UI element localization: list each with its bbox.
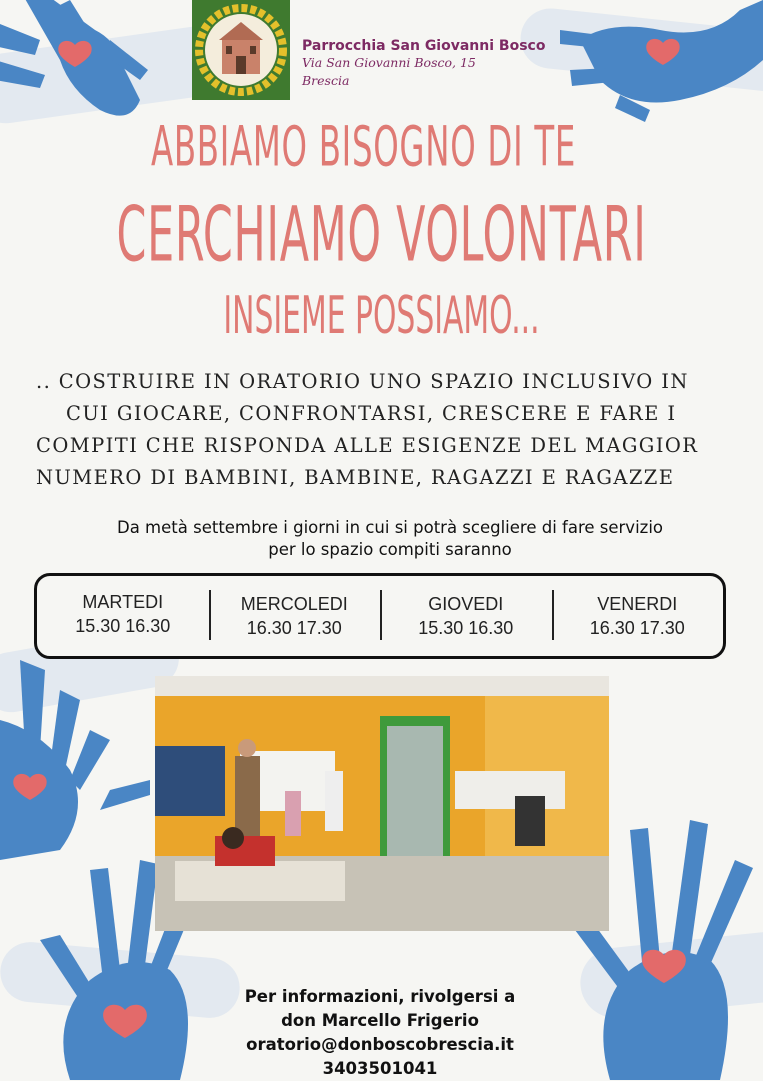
body-line: CUI GIOCARE, CONFRONTARSI, CRESCERE E FARE I — [66, 402, 677, 425]
schedule-day: GIOVEDI — [428, 594, 504, 614]
contact-email: oratorio@donboscobrescia.it — [246, 1035, 514, 1054]
intro-line: Da metà settembre i giorni in cui si potrà scegliere di fare servizio — [116, 518, 663, 537]
intro-line: per lo spazio compiti saranno — [268, 540, 512, 559]
parish-logo — [192, 0, 290, 100]
schedule-slot — [209, 576, 381, 656]
schedule-time: 16.30 17.30 — [246, 618, 342, 638]
contact-name: don Marcello Frigerio — [281, 1011, 479, 1030]
body-line: COMPITI CHE RISPONDA ALLE ESIGENZE DEL MAGGIOR — [36, 434, 699, 457]
parish-info — [302, 38, 545, 90]
schedule-slot — [552, 576, 724, 656]
schedule-day: MARTEDI — [82, 592, 164, 612]
contact-line: Per informazioni, rivolgersi a — [244, 987, 516, 1006]
parish-name: Parrocchia San Giovanni Bosco — [302, 38, 546, 54]
headline-line1: ABBIAMO BISOGNO DI TE — [150, 115, 577, 179]
parish-address: Via San Giovanni Bosco, 15 — [302, 55, 476, 70]
headline-line3: INSIEME POSSIAMO... — [223, 284, 540, 346]
schedule-time: 16.30 17.30 — [589, 618, 685, 638]
headline-line2: CERCHIAMO VOLONTARI — [116, 191, 647, 280]
intro-text — [60, 517, 720, 561]
hand-heart-icon — [560, 0, 763, 130]
schedule-day: VENERDI — [597, 594, 678, 614]
body-line: NUMERO DI BAMBINI, BAMBINE, RAGAZZI E RAGAZZE — [36, 466, 675, 489]
schedule-time: 15.30 16.30 — [75, 616, 171, 636]
schedule-box — [34, 573, 726, 659]
contact-info — [180, 985, 580, 1081]
schedule-day: MERCOLEDI — [240, 594, 348, 614]
classroom-photo — [155, 676, 609, 931]
schedule-slot — [37, 576, 209, 656]
hand-heart-icon — [0, 660, 160, 870]
body-text — [36, 366, 736, 494]
schedule-time: 15.30 16.30 — [418, 618, 514, 638]
contact-phone: 3403501041 — [322, 1059, 438, 1078]
body-line: .. COSTRUIRE IN ORATORIO UNO SPAZIO INCLUSIVO IN — [36, 370, 689, 393]
parish-city: Brescia — [302, 73, 350, 88]
schedule-slot — [380, 576, 552, 656]
